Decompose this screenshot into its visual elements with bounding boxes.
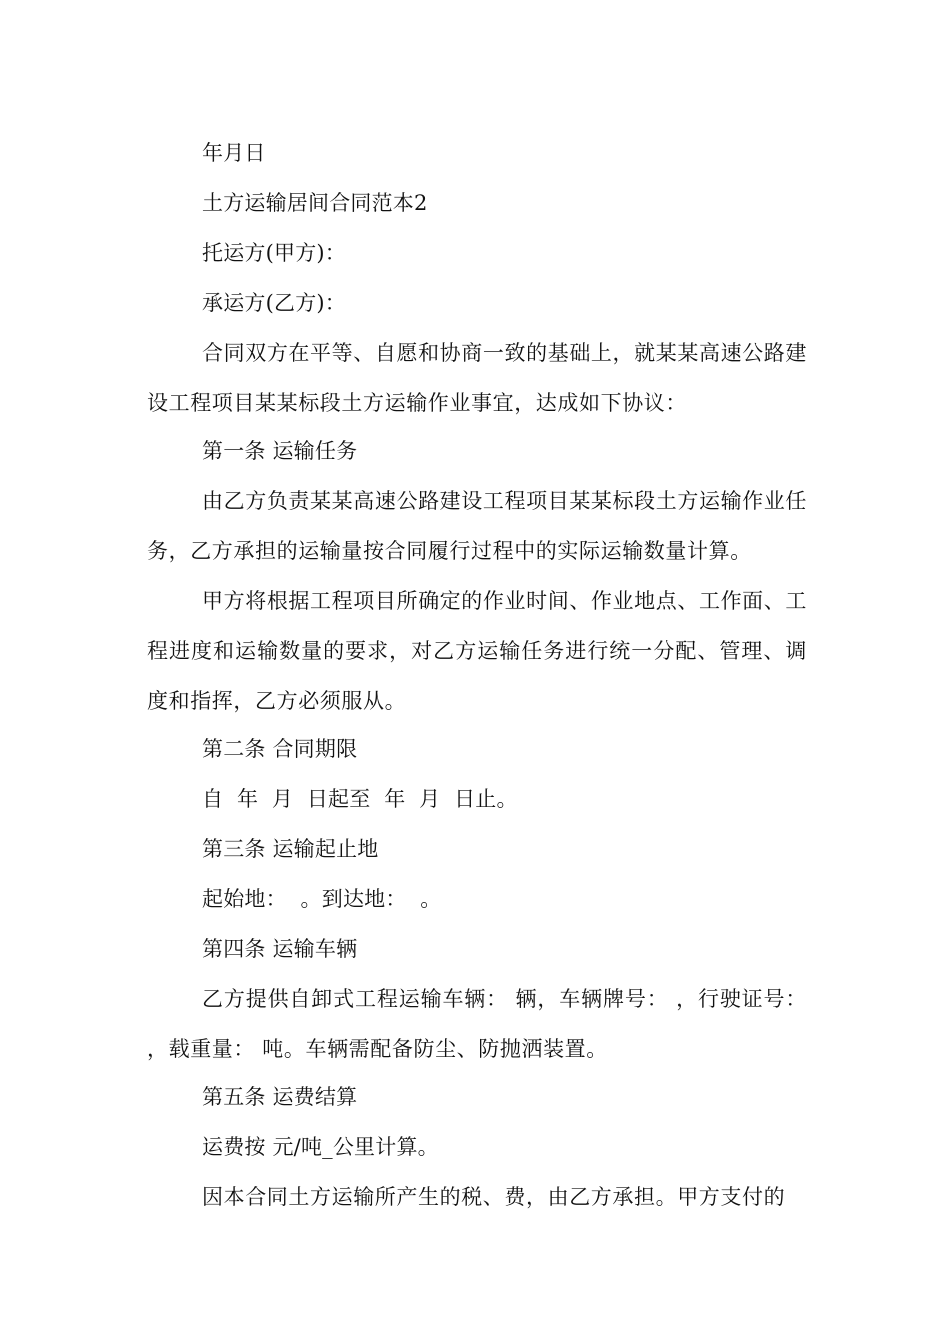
tax-fee-paragraph: 因本合同土方运输所产生的税、费，由乙方承担。甲方支付的 [202,1185,786,1209]
article-3-heading: 第三条 运输起止地 [202,837,379,861]
article-4-heading: 第四条 运输车辆 [202,937,358,961]
preamble-paragraph: 合同双方在平等、自愿和协商一致的基础上，就某某高速公路建设工程项目某某标段土方运输作业事宜，达成如下协议： [147,341,807,415]
article-2-heading: 第二条 合同期限 [202,737,358,761]
article-1-paragraph-2: 甲方将根据工程项目所确定的作业时间、作业地点、工作面、工程进度和运输数量的要求，对乙方运输任务进行统一分配、管理、调度和指挥，乙方必须服从。 [147,589,807,713]
freight-rate-line: 运费按 元/吨_公里计算。 [202,1135,439,1159]
origin-destination-line: 起始地： 。到达地： 。 [202,887,442,911]
article-5-heading: 第五条 运费结算 [202,1085,358,1109]
article-1-paragraph-1: 由乙方负责某某高速公路建设工程项目某某标段土方运输作业任务，乙方承担的运输量按合同履行过程中的实际运输数量计算。 [147,489,807,563]
party-b-line: 承运方(乙方)： [202,291,346,315]
contract-title: 土方运输居间合同范本2 [202,191,428,215]
article-1-heading: 第一条 运输任务 [202,439,358,463]
party-a-line: 托运方(甲方)： [202,241,346,265]
article-4-paragraph: 乙方提供自卸式工程运输车辆： 辆，车辆牌号： ，行驶证号： ，载重量： 吨。车辆需配备防尘、防抛洒装置。 [147,987,807,1061]
contract-period-line: 自 年 月 日起至 年 月 日止。 [202,787,518,811]
date-line: 年月日 [202,141,266,165]
